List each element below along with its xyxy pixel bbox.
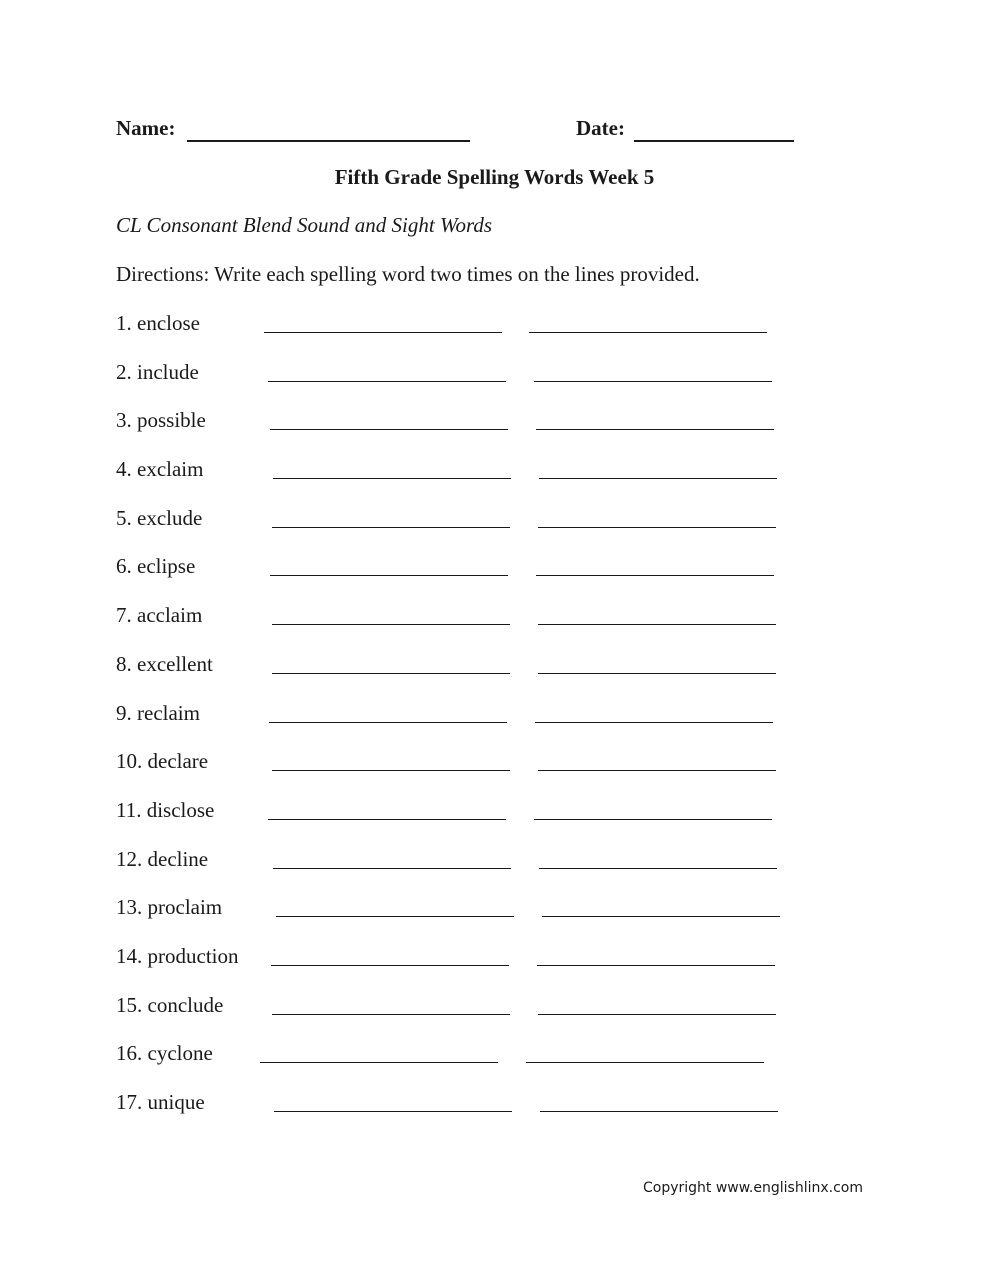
second-writing-line[interactable]	[538, 624, 776, 625]
spelling-word: 10. declare	[116, 749, 209, 774]
spelling-word: 12. decline	[116, 846, 209, 871]
second-writing-line[interactable]	[538, 673, 776, 674]
second-writing-line[interactable]	[539, 868, 777, 869]
directions-text: Directions: Write each spelling word two times on the lines provided.	[116, 262, 700, 286]
spelling-word: 3. possible	[116, 408, 206, 433]
first-writing-line[interactable]	[270, 575, 508, 576]
first-writing-line[interactable]	[268, 819, 506, 820]
second-writing-line[interactable]	[526, 1062, 764, 1063]
word-row	[116, 554, 796, 603]
word-row	[116, 1041, 796, 1090]
word-row	[116, 993, 796, 1042]
word-row	[116, 749, 796, 798]
word-row	[116, 360, 796, 409]
spelling-word: 16. cyclone	[116, 1041, 213, 1066]
word-row	[116, 457, 796, 506]
spelling-word: 15. conclude	[116, 992, 224, 1017]
second-writing-line[interactable]	[538, 527, 776, 528]
date-label: Date:	[576, 116, 625, 140]
word-row	[116, 895, 796, 944]
first-writing-line[interactable]	[271, 965, 509, 966]
second-writing-line[interactable]	[539, 478, 777, 479]
second-writing-line[interactable]	[538, 770, 776, 771]
first-writing-line[interactable]	[276, 916, 514, 917]
word-row	[116, 311, 796, 360]
spelling-word: 13. proclaim	[116, 895, 223, 920]
spelling-word: 5. exclude	[116, 505, 203, 530]
word-row	[116, 506, 796, 555]
word-row	[116, 1090, 796, 1139]
spelling-word: 6. eclipse	[116, 554, 196, 579]
word-row	[116, 652, 796, 701]
worksheet-subtitle: CL Consonant Blend Sound and Sight Words	[116, 213, 493, 237]
second-writing-line[interactable]	[538, 1014, 776, 1015]
first-writing-line[interactable]	[274, 1111, 512, 1112]
first-writing-line[interactable]	[269, 722, 507, 723]
second-writing-line[interactable]	[536, 575, 774, 576]
spelling-word: 17. unique	[116, 1090, 205, 1114]
first-writing-line[interactable]	[260, 1062, 498, 1063]
first-writing-line[interactable]	[273, 868, 511, 869]
word-row	[116, 603, 796, 652]
date-field-line[interactable]	[634, 140, 794, 142]
worksheet-title: Fifth Grade Spelling Words Week 5	[334, 165, 655, 189]
second-writing-line[interactable]	[537, 965, 775, 966]
word-row	[116, 944, 796, 993]
copyright-notice: Copyright www.englishlinx.com	[643, 1180, 863, 1196]
spelling-word: 2. include	[116, 359, 199, 384]
first-writing-line[interactable]	[273, 478, 511, 479]
spelling-word: 7. acclaim	[116, 603, 203, 628]
first-writing-line[interactable]	[272, 624, 510, 625]
spelling-word: 14. production	[116, 943, 239, 968]
first-writing-line[interactable]	[272, 527, 510, 528]
second-writing-line[interactable]	[529, 332, 767, 333]
spelling-word: 11. disclose	[116, 797, 215, 822]
first-writing-line[interactable]	[272, 673, 510, 674]
second-writing-line[interactable]	[534, 819, 772, 820]
first-writing-line[interactable]	[264, 332, 502, 333]
spelling-word-list	[116, 311, 796, 1139]
word-row	[116, 701, 796, 750]
spelling-word: 8. excellent	[116, 651, 213, 676]
spelling-word: 9. reclaim	[116, 700, 200, 725]
spelling-word: 4. exclaim	[116, 457, 204, 482]
second-writing-line[interactable]	[536, 429, 774, 430]
second-writing-line[interactable]	[540, 1111, 778, 1112]
name-label: Name:	[116, 116, 176, 140]
header-row	[116, 116, 816, 146]
first-writing-line[interactable]	[272, 1014, 510, 1015]
second-writing-line[interactable]	[542, 916, 780, 917]
word-row	[116, 408, 796, 457]
first-writing-line[interactable]	[272, 770, 510, 771]
name-field-line[interactable]	[187, 140, 470, 142]
second-writing-line[interactable]	[534, 381, 772, 382]
word-row	[116, 798, 796, 847]
spelling-word: 1. enclose	[116, 311, 200, 335]
second-writing-line[interactable]	[535, 722, 773, 723]
first-writing-line[interactable]	[270, 429, 508, 430]
first-writing-line[interactable]	[268, 381, 506, 382]
word-row	[116, 847, 796, 896]
